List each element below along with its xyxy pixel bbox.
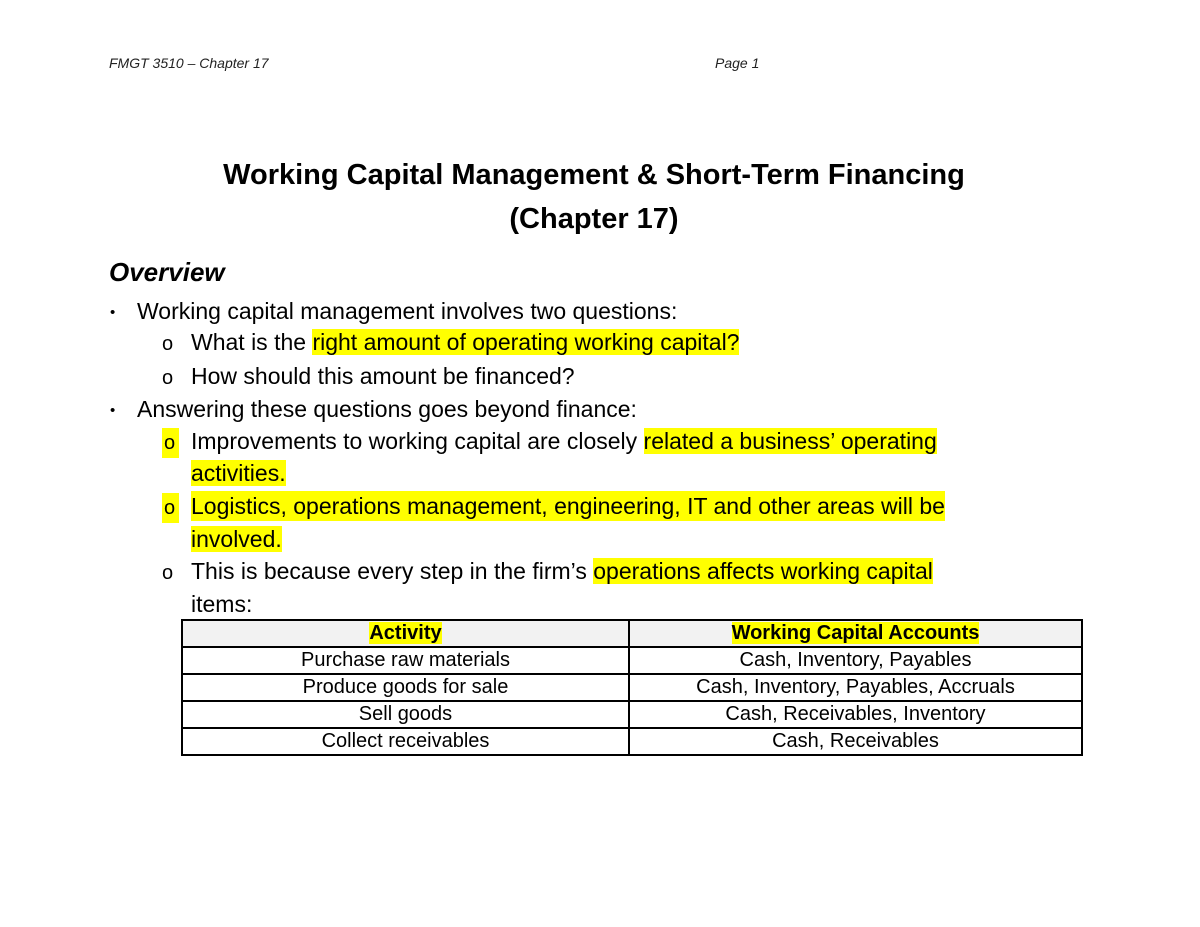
table-cell-activity: Purchase raw materials bbox=[182, 647, 629, 674]
bullet-marker: • bbox=[110, 402, 116, 419]
table-cell-accounts: Cash, Receivables, Inventory bbox=[629, 701, 1082, 728]
sub-bullet-continuation: items: bbox=[191, 591, 253, 617]
sub-bullet-marker: o bbox=[162, 493, 179, 523]
highlighted-text: operations affects working capital bbox=[593, 558, 933, 584]
table-header-row bbox=[182, 620, 1082, 647]
sub-bullet-marker: o bbox=[162, 562, 174, 584]
sub-bullet-text bbox=[191, 556, 933, 586]
column-header-label: Working Capital Accounts bbox=[731, 622, 980, 644]
table-cell-accounts: Cash, Receivables bbox=[629, 728, 1082, 755]
table-cell-activity: Collect receivables bbox=[182, 728, 629, 755]
sub-bullet-continuation bbox=[191, 458, 286, 488]
highlighted-text: right amount of operating working capital? bbox=[312, 329, 740, 355]
bullet-text: Working capital management involves two questions: bbox=[137, 298, 678, 324]
sub-bullet-text bbox=[191, 426, 937, 456]
table-cell-accounts: Cash, Inventory, Payables, Accruals bbox=[629, 674, 1082, 701]
highlighted-text: Logistics, operations management, engineering, IT and other areas will be bbox=[191, 493, 945, 519]
table-cell-activity: Sell goods bbox=[182, 701, 629, 728]
working-capital-table bbox=[181, 619, 1083, 756]
highlighted-text: involved. bbox=[191, 526, 282, 552]
table-cell-activity: Produce goods for sale bbox=[182, 674, 629, 701]
table-row bbox=[182, 674, 1082, 701]
sub-bullet-text: How should this amount be financed? bbox=[191, 363, 575, 389]
table-row bbox=[182, 701, 1082, 728]
column-header-activity bbox=[182, 620, 629, 647]
column-header-label: Activity bbox=[369, 622, 442, 644]
highlighted-text: activities. bbox=[191, 460, 286, 486]
sub-bullet-text-plain: What is the bbox=[191, 329, 313, 355]
sub-bullet-text-plain: Improvements to working capital are closely bbox=[191, 428, 644, 454]
column-header-accounts bbox=[629, 620, 1082, 647]
sub-bullet-continuation bbox=[191, 524, 282, 554]
document-title: Working Capital Management & Short-Term Financing bbox=[223, 159, 965, 191]
table-row bbox=[182, 647, 1082, 674]
sub-bullet-text-plain: This is because every step in the firm’s bbox=[191, 558, 594, 584]
bullet-text: Answering these questions goes beyond finance: bbox=[137, 396, 637, 422]
document-subtitle: (Chapter 17) bbox=[509, 203, 679, 235]
running-header-page-number: Page 1 bbox=[715, 55, 760, 71]
section-heading-overview: Overview bbox=[109, 257, 225, 287]
sub-bullet-marker: o bbox=[162, 367, 174, 389]
highlighted-text: related a business’ operating bbox=[643, 428, 937, 454]
table-row bbox=[182, 728, 1082, 755]
running-header-course: FMGT 3510 – Chapter 17 bbox=[109, 55, 269, 71]
bullet-marker: • bbox=[110, 304, 116, 321]
sub-bullet-text bbox=[191, 327, 739, 357]
sub-bullet-marker: o bbox=[162, 333, 174, 355]
sub-bullet-marker: o bbox=[162, 428, 179, 458]
table-cell-accounts: Cash, Inventory, Payables bbox=[629, 647, 1082, 674]
